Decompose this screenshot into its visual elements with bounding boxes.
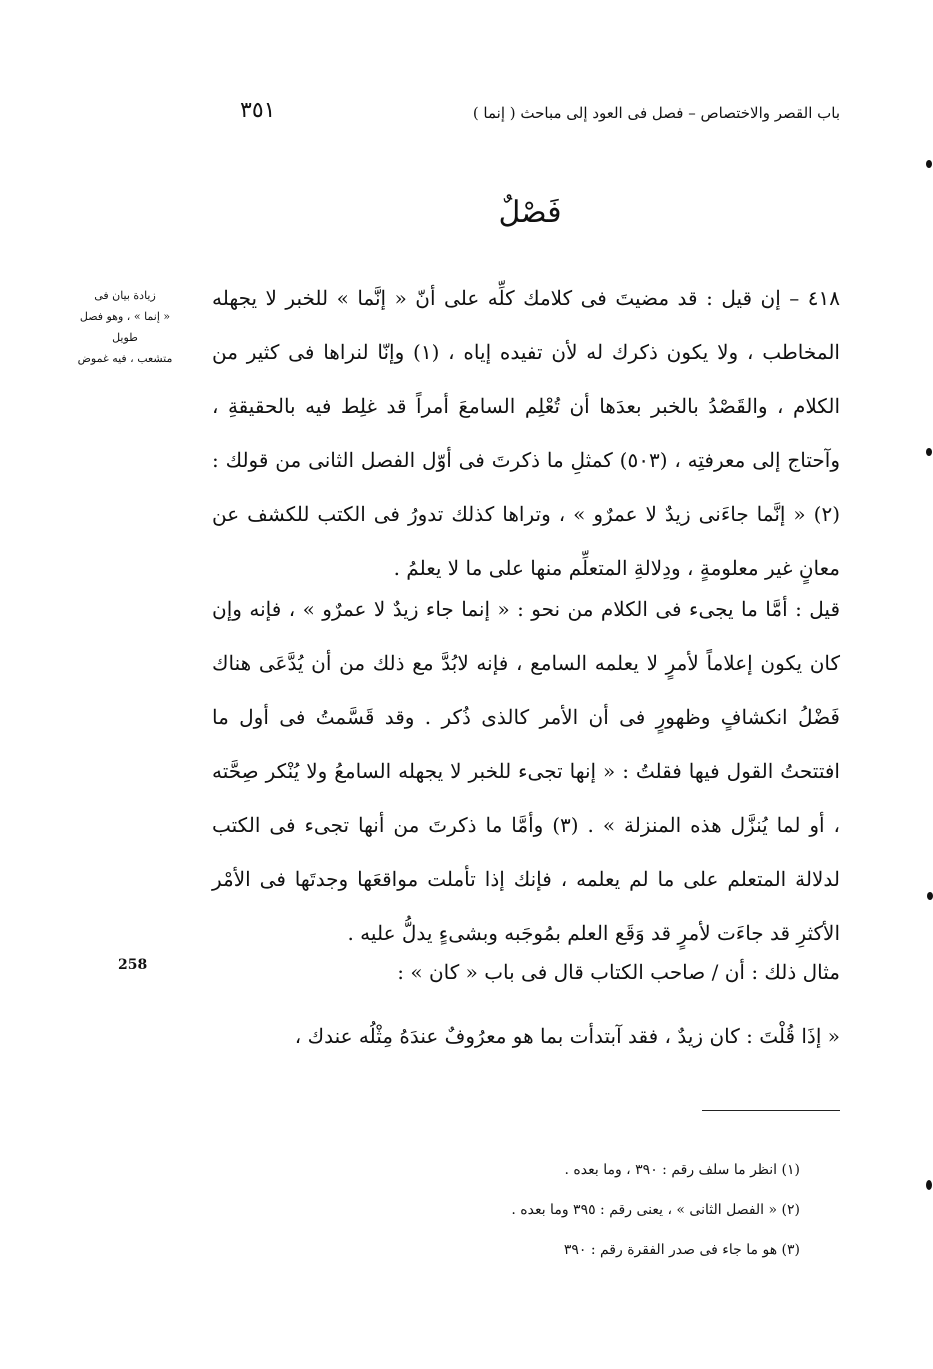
page-number: ٣٥١ [240, 98, 276, 123]
scan-speck [926, 1180, 932, 1190]
margin-note-line: « إنما » ، وهو فصل طويل [79, 310, 171, 344]
margin-note-line: متشعب ، فيه غموض [77, 352, 173, 365]
section-heading: فَصْلٌ [498, 195, 562, 230]
scan-speck [926, 160, 932, 168]
running-head [240, 100, 840, 130]
margin-note [70, 285, 180, 369]
scan-speck [926, 448, 932, 456]
footnote-divider [702, 1110, 840, 1111]
margin-note-line: زيادة بيان فى [94, 289, 156, 302]
footnote: (٣) هو ما جاء فى صدر الفقرة رقم : ٣٩٠ [563, 1242, 800, 1258]
footnote: (١) انظر ما سلف رقم : ٣٩٠ ، وما بعده . [564, 1162, 800, 1178]
paragraph: ٤١٨ – إن قيل : قد مضيتَ فى كلامك كلِّه على أنّ « إنَّما » للخبر لا يجهله المخاطب ، ولا يكون ذكرك له لأن تفيده إياه ، (١) وإنّا لنراها فى كثير من الكلام ، والقَصْدُ بالخبر بعدَها أن تُعْلِم السامعَ أمراً قد غلِط فيه بالحقيقةِ ، وآحتاج إلى معرفتِه ، (٥٠٣) كمثلِ ما ذكرتَ فى أوّل الفصل الثانى من قولك : (٢) « إنَّما جاءَنى زيدٌ لا عمرٌو » ، وتراها كذلك تدورُ فى الكتب للكشف عن معانٍ غير معلومةٍ ، ودِلالةِ المتعلِّم منها على ما لا يعلمُ . [212, 286, 841, 580]
footnotes [300, 1150, 800, 1270]
scan-speck [927, 892, 933, 900]
footnote: (٢) « الفصل الثانى » ، يعنى رقم : ٣٩٥ وما بعده . [511, 1202, 800, 1218]
original-page-number: 258 [118, 957, 148, 973]
paragraph: قيل : أمَّا ما يجىء فى الكلام من نحو : « إنما جاء زيدٌ لا عمرٌو » ، فإنه وإن كان يكون إعلاماً لأمرٍ لا يعلمه السامع ، فإنه لابُدَّ مع ذلك من أن يُدَّعَى هناك فَضْلُ انكشافٍ وظهورٍ فى أن الأمر كالذى ذُكر . وقد قَسَّمتُ فى أول ما افتتحتُ القول فيها فقلتُ : « إنها تجىء للخبر لا يجهله السامعُ ولا يُنْكر صِحَّته ، أو لما يُنزَّل هذه المنزلة » . (٣) وأمَّا ما ذكرتَ من أنها تجىء فى الكتب لدلالة المتعلم على ما لم يعلمه ، فإنك إذا تأملت مواقعَها وجدتَها فى الأمْر الأكثرِ قد جاءَت لأمرٍ قد وَقَع العلم بمُوجَبه وبشىءٍ يدلُّ عليه . [212, 597, 840, 945]
paragraph: مثال ذلك : أن / صاحب الكتاب قال فى باب « كان » : [397, 960, 840, 984]
running-head-title: باب القصر والاختصاص – فصل فى العود إلى مباحث ( إنما ) [472, 104, 840, 122]
paragraph: « إذَا قُلْتَ : كان زيدٌ ، فقد آبتدأت بما هو معرُوفٌ عندَهُ مِثْلُه عندك ، [294, 1024, 840, 1048]
